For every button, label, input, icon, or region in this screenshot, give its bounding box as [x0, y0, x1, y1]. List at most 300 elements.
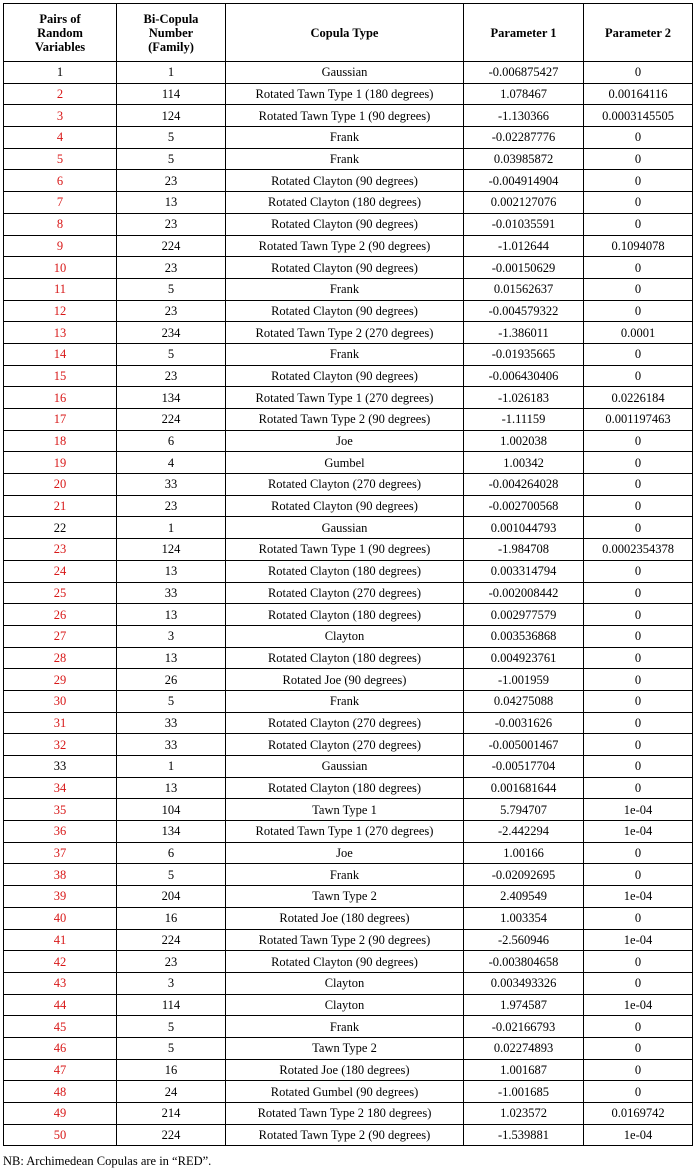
- pair-number-cell: 50: [4, 1124, 117, 1146]
- pair-number-cell: 44: [4, 994, 117, 1016]
- parameter-1-cell: -1.386011: [464, 322, 584, 344]
- parameter-2-cell: 0: [584, 517, 693, 539]
- parameter-1-cell: -1.130366: [464, 105, 584, 127]
- parameter-1-cell: 0.01562637: [464, 278, 584, 300]
- parameter-1-cell: 1.023572: [464, 1103, 584, 1125]
- table-row: [4, 1016, 693, 1038]
- family-number-cell: 5: [117, 343, 226, 365]
- parameter-1-cell: 0.003314794: [464, 560, 584, 582]
- family-number-cell: 104: [117, 799, 226, 821]
- family-number-cell: 23: [117, 365, 226, 387]
- table-row: [4, 257, 693, 279]
- parameter-2-cell: 1e-04: [584, 799, 693, 821]
- family-number-cell: 3: [117, 625, 226, 647]
- parameter-1-cell: -1.001959: [464, 669, 584, 691]
- pair-number-cell: 19: [4, 452, 117, 474]
- parameter-2-cell: 0: [584, 343, 693, 365]
- copula-type-cell: Frank: [226, 690, 464, 712]
- family-number-cell: 13: [117, 777, 226, 799]
- parameter-1-cell: -0.005001467: [464, 734, 584, 756]
- table-row: [4, 278, 693, 300]
- family-number-cell: 114: [117, 994, 226, 1016]
- family-number-cell: 33: [117, 734, 226, 756]
- copula-type-cell: Gumbel: [226, 452, 464, 474]
- table-row: [4, 1124, 693, 1146]
- parameter-1-cell: -2.560946: [464, 929, 584, 951]
- family-number-cell: 33: [117, 474, 226, 496]
- family-number-cell: 5: [117, 864, 226, 886]
- parameter-2-cell: 0: [584, 647, 693, 669]
- parameter-2-cell: 0: [584, 1037, 693, 1059]
- family-number-cell: 13: [117, 647, 226, 669]
- parameter-1-cell: -1.001685: [464, 1081, 584, 1103]
- parameter-1-cell: -0.00517704: [464, 756, 584, 778]
- parameter-1-cell: -0.004579322: [464, 300, 584, 322]
- pair-number-cell: 4: [4, 127, 117, 149]
- parameter-2-cell: 0: [584, 756, 693, 778]
- family-number-cell: 5: [117, 278, 226, 300]
- parameter-2-cell: 0.0002354378: [584, 539, 693, 561]
- parameter-2-cell: 0: [584, 62, 693, 84]
- parameter-1-cell: -0.002700568: [464, 495, 584, 517]
- parameter-1-cell: -0.003804658: [464, 951, 584, 973]
- parameter-1-cell: 0.002977579: [464, 604, 584, 626]
- copula-table: [3, 3, 693, 1146]
- family-number-cell: 6: [117, 842, 226, 864]
- parameter-1-cell: 1.00166: [464, 842, 584, 864]
- parameter-1-cell: -0.002008442: [464, 582, 584, 604]
- copula-type-cell: Frank: [226, 343, 464, 365]
- parameter-2-cell: 0.00164116: [584, 83, 693, 105]
- copula-type-cell: Rotated Clayton (90 degrees): [226, 495, 464, 517]
- parameter-2-cell: 0: [584, 560, 693, 582]
- family-number-cell: 5: [117, 127, 226, 149]
- pair-number-cell: 10: [4, 257, 117, 279]
- copula-type-cell: Frank: [226, 278, 464, 300]
- parameter-2-cell: 0: [584, 625, 693, 647]
- pair-number-cell: 12: [4, 300, 117, 322]
- table-row: [4, 452, 693, 474]
- table-row: [4, 734, 693, 756]
- header-pairs: Pairs of Random Variables: [4, 4, 117, 62]
- family-number-cell: 1: [117, 756, 226, 778]
- table-row: [4, 864, 693, 886]
- pair-number-cell: 5: [4, 148, 117, 170]
- copula-type-cell: Rotated Clayton (180 degrees): [226, 192, 464, 214]
- family-number-cell: 33: [117, 582, 226, 604]
- parameter-2-cell: 0: [584, 1059, 693, 1081]
- family-number-cell: 5: [117, 1037, 226, 1059]
- parameter-1-cell: 0.04275088: [464, 690, 584, 712]
- table-container: [3, 3, 693, 1146]
- parameter-2-cell: 1e-04: [584, 929, 693, 951]
- copula-type-cell: Rotated Tawn Type 2 (270 degrees): [226, 322, 464, 344]
- pair-number-cell: 34: [4, 777, 117, 799]
- parameter-1-cell: -0.02166793: [464, 1016, 584, 1038]
- family-number-cell: 1: [117, 517, 226, 539]
- pair-number-cell: 41: [4, 929, 117, 951]
- copula-type-cell: Rotated Clayton (180 degrees): [226, 560, 464, 582]
- parameter-2-cell: 0: [584, 1081, 693, 1103]
- family-number-cell: 16: [117, 1059, 226, 1081]
- pair-number-cell: 6: [4, 170, 117, 192]
- parameter-2-cell: 0: [584, 604, 693, 626]
- copula-type-cell: Tawn Type 1: [226, 799, 464, 821]
- table-row: [4, 929, 693, 951]
- pair-number-cell: 26: [4, 604, 117, 626]
- family-number-cell: 4: [117, 452, 226, 474]
- parameter-2-cell: 0: [584, 170, 693, 192]
- parameter-1-cell: 0.001044793: [464, 517, 584, 539]
- copula-type-cell: Rotated Tawn Type 1 (90 degrees): [226, 105, 464, 127]
- parameter-2-cell: 0.001197463: [584, 409, 693, 431]
- table-row: [4, 105, 693, 127]
- parameter-2-cell: 0: [584, 127, 693, 149]
- parameter-2-cell: 0: [584, 300, 693, 322]
- table-row: [4, 582, 693, 604]
- table-row: [4, 474, 693, 496]
- parameter-2-cell: 0: [584, 148, 693, 170]
- parameter-2-cell: 0: [584, 712, 693, 734]
- parameter-1-cell: -1.012644: [464, 235, 584, 257]
- copula-type-cell: Rotated Tawn Type 2 180 degrees): [226, 1103, 464, 1125]
- parameter-1-cell: 0.03985872: [464, 148, 584, 170]
- parameter-2-cell: 1e-04: [584, 994, 693, 1016]
- pair-number-cell: 9: [4, 235, 117, 257]
- parameter-1-cell: 0.002127076: [464, 192, 584, 214]
- table-row: [4, 647, 693, 669]
- family-number-cell: 5: [117, 690, 226, 712]
- header-row: [4, 4, 693, 62]
- table-body: [4, 62, 693, 1146]
- pair-number-cell: 37: [4, 842, 117, 864]
- copula-type-cell: Rotated Joe (180 degrees): [226, 907, 464, 929]
- parameter-2-cell: 0: [584, 951, 693, 973]
- parameter-2-cell: 0: [584, 582, 693, 604]
- pair-number-cell: 33: [4, 756, 117, 778]
- pair-number-cell: 29: [4, 669, 117, 691]
- table-row: [4, 690, 693, 712]
- family-number-cell: 23: [117, 257, 226, 279]
- family-number-cell: 134: [117, 387, 226, 409]
- copula-type-cell: Frank: [226, 1016, 464, 1038]
- parameter-1-cell: -0.0031626: [464, 712, 584, 734]
- parameter-2-cell: 0.0226184: [584, 387, 693, 409]
- table-row: [4, 192, 693, 214]
- family-number-cell: 5: [117, 1016, 226, 1038]
- copula-type-cell: Rotated Clayton (90 degrees): [226, 170, 464, 192]
- pair-number-cell: 11: [4, 278, 117, 300]
- family-number-cell: 224: [117, 1124, 226, 1146]
- parameter-2-cell: 0: [584, 452, 693, 474]
- pair-number-cell: 23: [4, 539, 117, 561]
- family-number-cell: 134: [117, 821, 226, 843]
- family-number-cell: 24: [117, 1081, 226, 1103]
- pair-number-cell: 49: [4, 1103, 117, 1125]
- parameter-2-cell: 0: [584, 495, 693, 517]
- family-number-cell: 1: [117, 62, 226, 84]
- parameter-1-cell: -0.02287776: [464, 127, 584, 149]
- pair-number-cell: 18: [4, 430, 117, 452]
- parameter-2-cell: 0: [584, 365, 693, 387]
- pair-number-cell: 48: [4, 1081, 117, 1103]
- copula-type-cell: Rotated Clayton (90 degrees): [226, 257, 464, 279]
- pair-number-cell: 7: [4, 192, 117, 214]
- table-row: [4, 235, 693, 257]
- family-number-cell: 224: [117, 235, 226, 257]
- family-number-cell: 23: [117, 170, 226, 192]
- table-row: [4, 213, 693, 235]
- family-number-cell: 23: [117, 300, 226, 322]
- copula-type-cell: Frank: [226, 127, 464, 149]
- parameter-1-cell: -1.11159: [464, 409, 584, 431]
- copula-type-cell: Rotated Clayton (90 degrees): [226, 300, 464, 322]
- parameter-2-cell: 0.0169742: [584, 1103, 693, 1125]
- copula-type-cell: Clayton: [226, 972, 464, 994]
- parameter-1-cell: -1.539881: [464, 1124, 584, 1146]
- parameter-2-cell: 0: [584, 842, 693, 864]
- table-row: [4, 1037, 693, 1059]
- family-number-cell: 124: [117, 105, 226, 127]
- table-row: [4, 387, 693, 409]
- copula-type-cell: Joe: [226, 842, 464, 864]
- parameter-2-cell: 0: [584, 474, 693, 496]
- pair-number-cell: 3: [4, 105, 117, 127]
- pair-number-cell: 2: [4, 83, 117, 105]
- parameter-2-cell: 0: [584, 864, 693, 886]
- pair-number-cell: 14: [4, 343, 117, 365]
- pair-number-cell: 39: [4, 886, 117, 908]
- pair-number-cell: 38: [4, 864, 117, 886]
- table-row: [4, 539, 693, 561]
- parameter-2-cell: 1e-04: [584, 886, 693, 908]
- family-number-cell: 224: [117, 409, 226, 431]
- parameter-2-cell: 0: [584, 192, 693, 214]
- pair-number-cell: 32: [4, 734, 117, 756]
- copula-type-cell: Rotated Tawn Type 2 (90 degrees): [226, 409, 464, 431]
- copula-type-cell: Rotated Tawn Type 2 (90 degrees): [226, 929, 464, 951]
- family-number-cell: 5: [117, 148, 226, 170]
- parameter-1-cell: 2.409549: [464, 886, 584, 908]
- parameter-1-cell: 1.002038: [464, 430, 584, 452]
- copula-type-cell: Rotated Clayton (180 degrees): [226, 777, 464, 799]
- pair-number-cell: 24: [4, 560, 117, 582]
- table-row: [4, 972, 693, 994]
- table-row: [4, 842, 693, 864]
- copula-type-cell: Tawn Type 2: [226, 1037, 464, 1059]
- copula-type-cell: Rotated Clayton (270 degrees): [226, 582, 464, 604]
- footnote: NB: Archimedean Copulas are in “RED”.: [3, 1154, 212, 1168]
- parameter-1-cell: -0.00150629: [464, 257, 584, 279]
- table-row: [4, 1081, 693, 1103]
- copula-type-cell: Frank: [226, 864, 464, 886]
- pair-number-cell: 20: [4, 474, 117, 496]
- copula-type-cell: Rotated Clayton (270 degrees): [226, 712, 464, 734]
- parameter-1-cell: 1.003354: [464, 907, 584, 929]
- table-row: [4, 148, 693, 170]
- table-row: [4, 365, 693, 387]
- copula-type-cell: Rotated Joe (90 degrees): [226, 669, 464, 691]
- parameter-1-cell: 0.003536868: [464, 625, 584, 647]
- parameter-1-cell: 5.794707: [464, 799, 584, 821]
- copula-type-cell: Tawn Type 2: [226, 886, 464, 908]
- copula-type-cell: Rotated Tawn Type 2 (90 degrees): [226, 235, 464, 257]
- table-row: [4, 777, 693, 799]
- copula-type-cell: Rotated Clayton (90 degrees): [226, 213, 464, 235]
- table-row: [4, 994, 693, 1016]
- pair-number-cell: 1: [4, 62, 117, 84]
- copula-type-cell: Rotated Clayton (180 degrees): [226, 647, 464, 669]
- pair-number-cell: 25: [4, 582, 117, 604]
- table-row: [4, 560, 693, 582]
- table-row: [4, 1103, 693, 1125]
- copula-type-cell: Rotated Gumbel (90 degrees): [226, 1081, 464, 1103]
- table-row: [4, 907, 693, 929]
- table-row: [4, 343, 693, 365]
- family-number-cell: 13: [117, 560, 226, 582]
- copula-type-cell: Rotated Tawn Type 1 (270 degrees): [226, 821, 464, 843]
- parameter-1-cell: 1.078467: [464, 83, 584, 105]
- parameter-1-cell: -2.442294: [464, 821, 584, 843]
- pair-number-cell: 30: [4, 690, 117, 712]
- parameter-2-cell: 0: [584, 1016, 693, 1038]
- table-row: [4, 430, 693, 452]
- family-number-cell: 114: [117, 83, 226, 105]
- family-number-cell: 23: [117, 495, 226, 517]
- table-row: [4, 495, 693, 517]
- table-row: [4, 517, 693, 539]
- table-row: [4, 669, 693, 691]
- family-number-cell: 23: [117, 213, 226, 235]
- table-row: [4, 127, 693, 149]
- parameter-2-cell: 1e-04: [584, 1124, 693, 1146]
- copula-type-cell: Clayton: [226, 994, 464, 1016]
- parameter-2-cell: 0: [584, 734, 693, 756]
- header-parameter-1: Parameter 1: [464, 4, 584, 62]
- pair-number-cell: 47: [4, 1059, 117, 1081]
- copula-type-cell: Rotated Clayton (270 degrees): [226, 734, 464, 756]
- copula-type-cell: Rotated Clayton (90 degrees): [226, 951, 464, 973]
- parameter-2-cell: 0: [584, 972, 693, 994]
- pair-number-cell: 40: [4, 907, 117, 929]
- parameter-2-cell: 0.1094078: [584, 235, 693, 257]
- table-row: [4, 625, 693, 647]
- table-row: [4, 409, 693, 431]
- family-number-cell: 224: [117, 929, 226, 951]
- pair-number-cell: 22: [4, 517, 117, 539]
- pair-number-cell: 35: [4, 799, 117, 821]
- parameter-1-cell: 0.001681644: [464, 777, 584, 799]
- parameter-1-cell: 1.974587: [464, 994, 584, 1016]
- parameter-2-cell: 0.0001: [584, 322, 693, 344]
- copula-type-cell: Rotated Clayton (90 degrees): [226, 365, 464, 387]
- family-number-cell: 13: [117, 192, 226, 214]
- family-number-cell: 204: [117, 886, 226, 908]
- table-row: [4, 712, 693, 734]
- pair-number-cell: 42: [4, 951, 117, 973]
- table-row: [4, 886, 693, 908]
- table-row: [4, 300, 693, 322]
- table-row: [4, 799, 693, 821]
- header-family: Bi-Copula Number (Family): [117, 4, 226, 62]
- parameter-2-cell: 0: [584, 278, 693, 300]
- copula-type-cell: Gaussian: [226, 756, 464, 778]
- parameter-1-cell: -0.02092695: [464, 864, 584, 886]
- copula-type-cell: Rotated Clayton (180 degrees): [226, 604, 464, 626]
- family-number-cell: 6: [117, 430, 226, 452]
- parameter-2-cell: 1e-04: [584, 821, 693, 843]
- parameter-1-cell: -0.01035591: [464, 213, 584, 235]
- copula-type-cell: Rotated Tawn Type 1 (180 degrees): [226, 83, 464, 105]
- family-number-cell: 234: [117, 322, 226, 344]
- parameter-2-cell: 0: [584, 907, 693, 929]
- parameter-1-cell: -0.004914904: [464, 170, 584, 192]
- copula-type-cell: Clayton: [226, 625, 464, 647]
- table-row: [4, 83, 693, 105]
- copula-type-cell: Frank: [226, 148, 464, 170]
- copula-type-cell: Gaussian: [226, 62, 464, 84]
- header-copula-type: Copula Type: [226, 4, 464, 62]
- pair-number-cell: 31: [4, 712, 117, 734]
- family-number-cell: 33: [117, 712, 226, 734]
- table-row: [4, 322, 693, 344]
- family-number-cell: 124: [117, 539, 226, 561]
- parameter-2-cell: 0: [584, 777, 693, 799]
- family-number-cell: 16: [117, 907, 226, 929]
- pair-number-cell: 27: [4, 625, 117, 647]
- parameter-1-cell: 1.001687: [464, 1059, 584, 1081]
- pair-number-cell: 17: [4, 409, 117, 431]
- family-number-cell: 26: [117, 669, 226, 691]
- copula-type-cell: Joe: [226, 430, 464, 452]
- table-row: [4, 604, 693, 626]
- parameter-1-cell: -1.984708: [464, 539, 584, 561]
- header-parameter-2: Parameter 2: [584, 4, 693, 62]
- family-number-cell: 13: [117, 604, 226, 626]
- parameter-2-cell: 0.0003145505: [584, 105, 693, 127]
- pair-number-cell: 28: [4, 647, 117, 669]
- copula-type-cell: Rotated Joe (180 degrees): [226, 1059, 464, 1081]
- parameter-2-cell: 0: [584, 257, 693, 279]
- pair-number-cell: 13: [4, 322, 117, 344]
- parameter-2-cell: 0: [584, 213, 693, 235]
- parameter-1-cell: 0.02274893: [464, 1037, 584, 1059]
- pair-number-cell: 36: [4, 821, 117, 843]
- parameter-1-cell: -0.006875427: [464, 62, 584, 84]
- parameter-2-cell: 0: [584, 669, 693, 691]
- parameter-1-cell: -1.026183: [464, 387, 584, 409]
- pair-number-cell: 45: [4, 1016, 117, 1038]
- table-row: [4, 170, 693, 192]
- table-row: [4, 1059, 693, 1081]
- pair-number-cell: 16: [4, 387, 117, 409]
- parameter-1-cell: 0.003493326: [464, 972, 584, 994]
- family-number-cell: 214: [117, 1103, 226, 1125]
- parameter-1-cell: -0.004264028: [464, 474, 584, 496]
- family-number-cell: 3: [117, 972, 226, 994]
- parameter-1-cell: 1.00342: [464, 452, 584, 474]
- copula-type-cell: Rotated Clayton (270 degrees): [226, 474, 464, 496]
- pair-number-cell: 21: [4, 495, 117, 517]
- table-row: [4, 821, 693, 843]
- pair-number-cell: 43: [4, 972, 117, 994]
- table-row: [4, 756, 693, 778]
- parameter-1-cell: -0.01935665: [464, 343, 584, 365]
- parameter-1-cell: 0.004923761: [464, 647, 584, 669]
- parameter-2-cell: 0: [584, 430, 693, 452]
- copula-type-cell: Gaussian: [226, 517, 464, 539]
- copula-type-cell: Rotated Tawn Type 2 (90 degrees): [226, 1124, 464, 1146]
